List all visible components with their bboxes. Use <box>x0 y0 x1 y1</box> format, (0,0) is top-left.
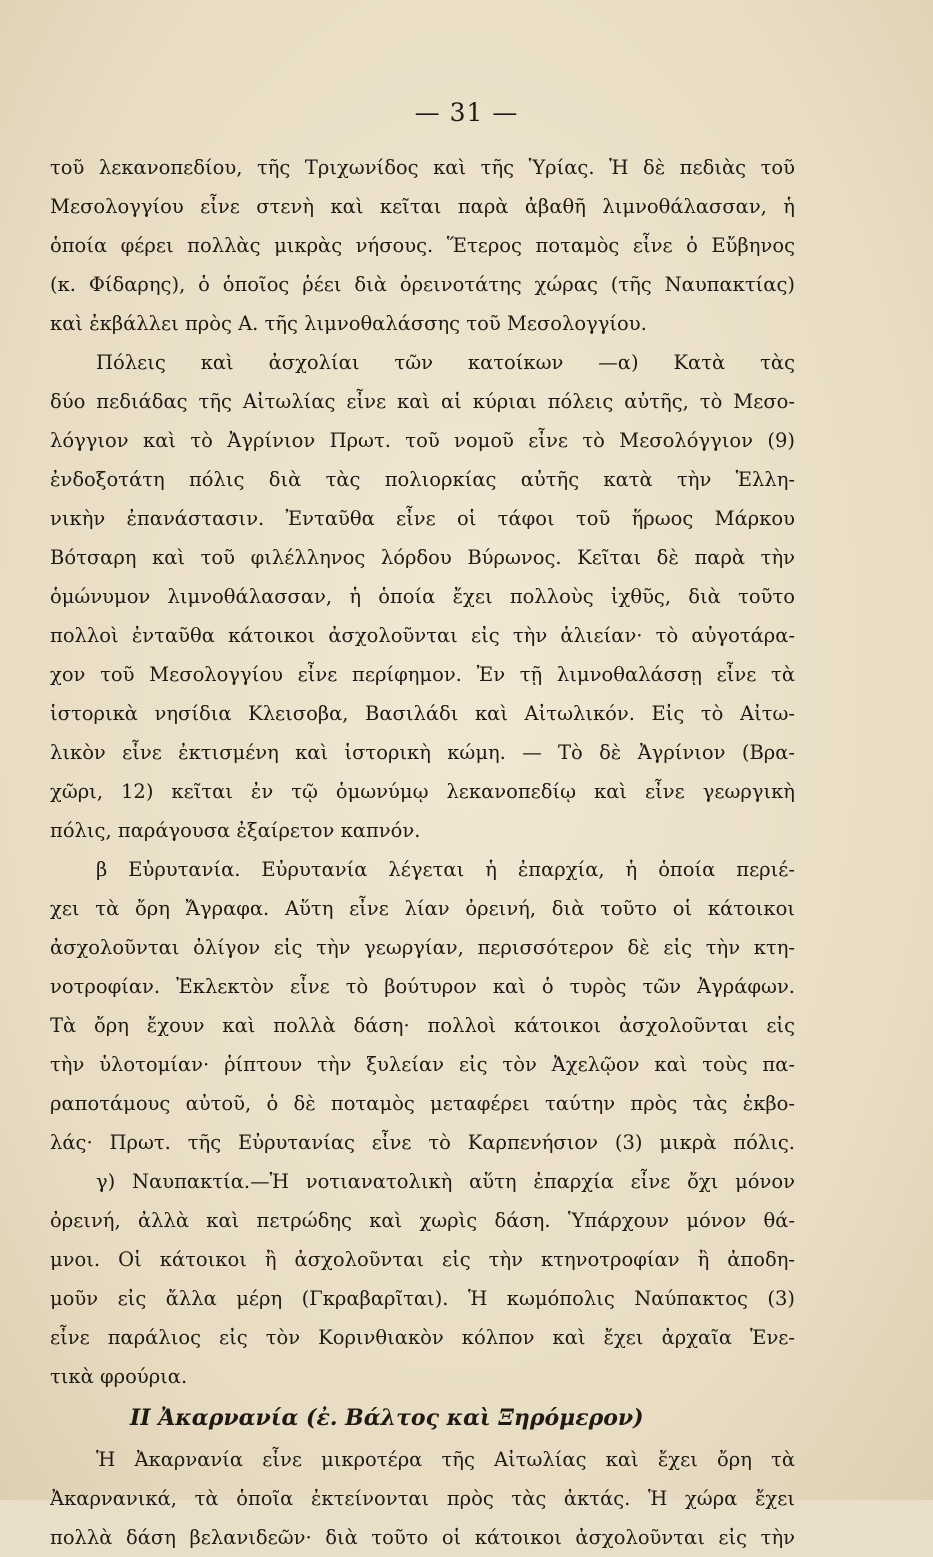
text-line: μοῦν εἰς ἄλλα μέρη (Γκραβαρῖται). Ἡ κωμόπολις Ναύπακτος (3) <box>50 1287 795 1310</box>
text-line: εἶνε παράλιος εἰς τὸν Κορινθιακὸν κόλπον καὶ ἔχει ἀρχαῖα Ἑνε- <box>50 1326 795 1349</box>
text-line: μνοι. Οἱ κάτοικοι ἢ ἀσχολοῦνται εἰς τὴν κτηνοτροφίαν ἢ ἀποδη- <box>50 1248 795 1271</box>
text-line: τὴν ὑλοτομίαν· ῥίπτουν τὴν ξυλείαν εἰς τὸν Ἀχελῷον καὶ τοὺς πα- <box>50 1053 795 1076</box>
text-line: (κ. Φίδαρης), ὁ ὁποῖος ῥέει διὰ ὀρεινοτάτης χώρας (τῆς Ναυπακτίας) <box>50 273 795 296</box>
text-line: ἐνδοξοτάτη πόλις διὰ τὰς πολιορκίας αὐτῆς κατὰ τὴν Ἑλλη- <box>50 468 795 491</box>
text-line: δύο πεδιάδας τῆς Αἰτωλίας εἶνε καὶ αἱ κύριαι πόλεις αὐτῆς, τὸ Μεσο- <box>50 390 795 413</box>
text-line: ὁμώνυμον λιμνοθάλασσαν, ἡ ὁποία ἔχει πολλοὺς ἰχθῦς, διὰ τοῦτο <box>50 585 795 608</box>
text-line: νικὴν ἐπανάστασιν. Ἐνταῦθα εἶνε οἱ τάφοι τοῦ ἥρωος Μάρκου <box>50 507 795 530</box>
text-line: τικὰ φρούρια. <box>50 1365 188 1388</box>
text-line: τοῦ λεκανοπεδίου, τῆς Τριχωνίδος καὶ τῆς Ὑρίας. Ἡ δὲ πεδιὰς τοῦ <box>50 156 795 179</box>
text-line: καὶ ἐκβάλλει πρὸς Α. τῆς λιμνοθαλάσσης τοῦ Μεσολογγίου. <box>50 312 647 335</box>
text-line: λόγγιον καὶ τὸ Ἀγρίνιον Πρωτ. τοῦ νομοῦ εἶνε τὸ Μεσολόγγιον (9) <box>50 429 795 452</box>
text-line: ὁποία φέρει πολλὰς μικρὰς νήσους. Ἕτερος ποταμὸς εἶνε ὁ Εὔβηνος <box>50 234 795 257</box>
text-line: ἀσχολοῦνται ὀλίγον εἰς τὴν γεωργίαν, περισσότερον δὲ εἰς τὴν κτη- <box>50 936 795 959</box>
text-line: Ἡ Ἀκαρνανία εἶνε μικροτέρα τῆς Αἰτωλίας καὶ ἔχει ὄρη τὰ <box>96 1448 795 1471</box>
text-line: νοτροφίαν. Ἐκλεκτὸν εἶνε τὸ βούτυρον καὶ ὁ τυρὸς τῶν Ἀγράφων. <box>50 975 795 998</box>
text-line: πόλις, παράγουσα ἐξαίρετον καπνόν. <box>50 819 421 842</box>
text-line: Βότσαρη καὶ τοῦ φιλέλληνος λόρδου Βύρωνος. Κεῖται δὲ παρὰ τὴν <box>50 546 795 569</box>
body-text <box>50 148 795 1557</box>
text-line: πολλοὶ ἐνταῦθα κάτοικοι ἀσχολοῦνται εἰς τὴν ἁλιείαν· τὸ αὐγοτάρα- <box>50 624 795 647</box>
text-line: χει τὰ ὄρη Ἄγραφα. Αὕτη εἶνε λίαν ὀρεινή, διὰ τοῦτο οἱ κάτοικοι <box>50 897 795 920</box>
text-line: ραποτάμους αὐτοῦ, ὁ δὲ ποταμὸς μεταφέρει ταύτην πρὸς τὰς ἐκβο- <box>50 1092 795 1115</box>
text-line: πολλὰ δάση βελανιδεῶν· διὰ τοῦτο οἱ κάτοικοι ἀσχολοῦνται εἰς τὴν <box>50 1526 795 1549</box>
text-line: χον τοῦ Μεσολογγίου εἶνε περίφημον. Ἐν τῇ λιμνοθαλάσσῃ εἶνε τὰ <box>50 663 795 686</box>
text-line: β Εὐρυτανία. Εὐρυτανία λέγεται ἡ ἐπαρχία, ἡ ὁποία περιέ- <box>96 858 795 881</box>
text-line: λικὸν εἶνε ἐκτισμένη καὶ ἱστορικὴ κώμη. — Τὸ δὲ Ἀγρίνιον (Βρα- <box>50 741 795 764</box>
text-line: λάς· Πρωτ. τῆς Εὐρυτανίας εἶνε τὸ Καρπενήσιον (3) μικρὰ πόλις. <box>50 1131 795 1154</box>
text-line: γ) Ναυπακτία.—Ἡ νοτιανατολικὴ αὕτη ἐπαρχία εἶνε ὄχι μόνον <box>96 1170 795 1193</box>
page-number: — 31 — <box>414 98 519 127</box>
text-line: ἱστορικὰ νησίδια Κλεισοβα, Βασιλάδι καὶ Αἰτωλικόν. Εἰς τὸ Αἰτω- <box>50 702 795 725</box>
text-line: χῶρι, 12) κεῖται ἐν τῷ ὁμωνύμῳ λεκανοπεδίῳ καὶ εἶνε γεωργικὴ <box>50 780 795 803</box>
text-line: Τὰ ὄρη ἔχουν καὶ πολλὰ δάση· πολλοὶ κάτοικοι ἀσχολοῦνται εἰς <box>50 1014 795 1037</box>
text-line: Ἀκαρνανικά, τὰ ὁποῖα ἐκτείνονται πρὸς τὰς ἀκτάς. Ἡ χώρα ἔχει <box>50 1487 795 1510</box>
text-line: Μεσολογγίου εἶνε στενὴ καὶ κεῖται παρὰ ἀβαθῆ λιμνοθάλασσαν, ἡ <box>50 195 795 218</box>
section-subtitle-line: Πόλεις καὶ ἀσχολίαι τῶν κατοίκων —α) Κατὰ τὰς <box>96 351 795 374</box>
text-line: ὀρεινή, ἀλλὰ καὶ πετρώδης καὶ χωρὶς δάση. Ὑπάρχουν μόνον θά- <box>50 1209 795 1232</box>
section-heading: ΙΙ Ἀκαρνανία (ἐ. Βάλτος καὶ Ξηρόμερον) <box>130 1405 644 1431</box>
